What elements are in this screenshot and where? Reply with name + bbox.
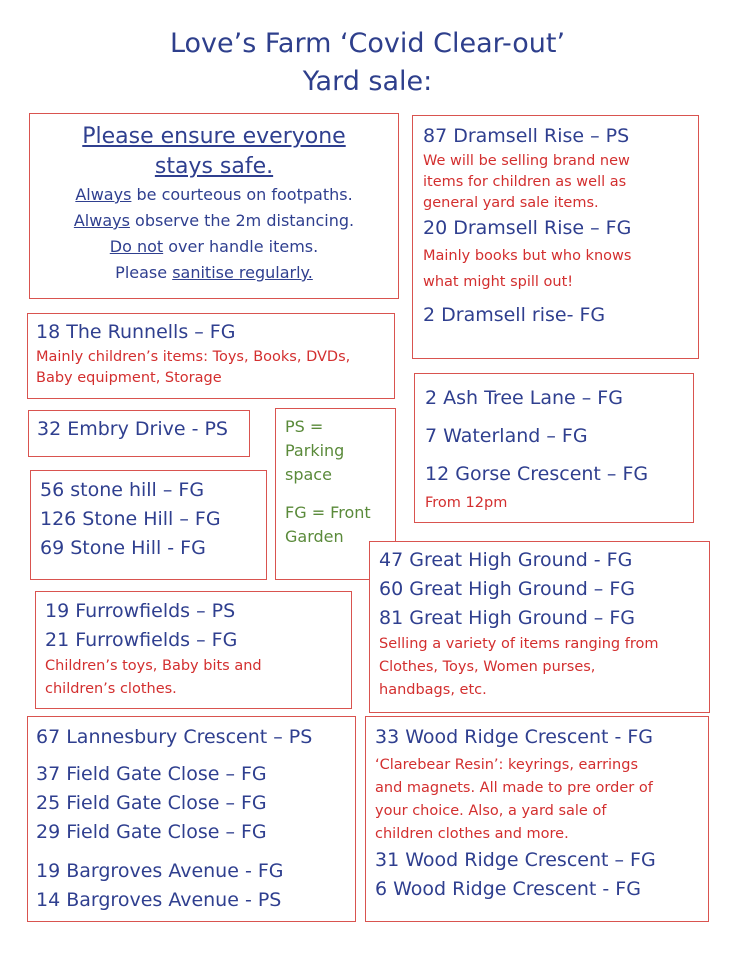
note-12-gorse: From 12pm (425, 495, 508, 511)
address-60-great-high-ground: 60 Great High Ground – FG (379, 578, 635, 600)
address-126-stone-hill: 126 Stone Hill – FG (40, 508, 221, 530)
address-20-dramsell: 20 Dramsell Rise – FG (423, 217, 632, 239)
address-14-bargroves: 14 Bargroves Avenue - PS (36, 889, 282, 911)
address-19-furrowfields: 19 Furrowfields – PS (45, 600, 236, 622)
note-great-high-ground-3: handbags, etc. (379, 682, 487, 698)
address-25-field-gate: 25 Field Gate Close – FG (36, 792, 267, 814)
note-wood-ridge-3: your choice. Also, a yard sale of (375, 803, 607, 819)
address-18-runnells: 18 The Runnells – FG (36, 321, 236, 343)
lannesbury-box (27, 716, 356, 922)
safety-rule-4 (30, 260, 398, 286)
safety-box (29, 113, 399, 299)
note-87-dramsell-2: items for children as well as (423, 174, 627, 190)
safety-rule-3-text: over handle items. (163, 237, 319, 256)
address-29-field-gate: 29 Field Gate Close – FG (36, 821, 267, 843)
safety-rule-2-text: observe the 2m distancing. (129, 211, 355, 230)
address-47-great-high-ground: 47 Great High Ground - FG (379, 549, 633, 571)
legend-fg-2: Garden (285, 527, 344, 546)
note-87-dramsell-3: general yard sale items. (423, 195, 599, 211)
address-7-waterland: 7 Waterland – FG (425, 425, 588, 447)
safety-rule-2 (30, 208, 398, 234)
safety-rule-1-emph: Always (75, 185, 132, 204)
address-87-dramsell: 87 Dramsell Rise – PS (423, 125, 630, 147)
address-6-wood-ridge: 6 Wood Ridge Crescent - FG (375, 878, 641, 900)
note-20-dramsell-1: Mainly books but who knows (423, 248, 632, 264)
dramsell-box (412, 115, 699, 359)
poster-title-line2: Yard sale: (302, 66, 433, 97)
legend-ps-2: Parking (285, 441, 345, 460)
address-56-stone-hill: 56 stone hill – FG (40, 479, 205, 501)
address-21-furrowfields: 21 Furrowfields – FG (45, 629, 238, 651)
address-67-lannesbury: 67 Lannesbury Crescent – PS (36, 726, 313, 748)
note-wood-ridge-1: ‘Clarebear Resin’: keyrings, earrings (375, 757, 639, 773)
safety-rule-1 (30, 182, 398, 208)
furrowfields-box (35, 591, 352, 709)
note-furrowfields-2: children’s clothes. (45, 681, 177, 697)
note-20-dramsell-2: what might spill out! (423, 274, 574, 290)
poster-title-line1: Love’s Farm ‘Covid Clear-out’ (169, 28, 566, 59)
note-wood-ridge-4: children clothes and more. (375, 826, 569, 842)
note-great-high-ground-2: Clothes, Toys, Women purses, (379, 659, 596, 675)
safety-rule-4-text: Please (115, 263, 173, 282)
safety-rule-4-emph: sanitise regularly. (172, 263, 313, 282)
ash-tree-box (414, 373, 694, 523)
great-high-ground-box (369, 541, 710, 713)
address-19-bargroves: 19 Bargroves Avenue - FG (36, 860, 284, 882)
safety-heading-2: stays safe. (154, 154, 274, 179)
note-furrowfields-1: Children’s toys, Baby bits and (45, 658, 262, 674)
address-33-wood-ridge: 33 Wood Ridge Crescent - FG (375, 726, 654, 748)
stone-hill-box (30, 470, 267, 580)
address-37-field-gate: 37 Field Gate Close – FG (36, 763, 267, 785)
address-12-gorse: 12 Gorse Crescent – FG (425, 463, 649, 485)
address-2-dramsell: 2 Dramsell rise- FG (423, 304, 606, 326)
note-18-runnells-2: Baby equipment, Storage (36, 370, 222, 386)
legend-ps-1: PS = (285, 417, 324, 436)
address-31-wood-ridge: 31 Wood Ridge Crescent – FG (375, 849, 656, 871)
safety-rule-2-emph: Always (73, 211, 130, 230)
embry-box (28, 410, 250, 457)
safety-rule-1-text: be courteous on footpaths. (131, 185, 353, 204)
legend-ps-3: space (285, 465, 332, 484)
runnells-box (27, 313, 395, 399)
wood-ridge-box (365, 716, 709, 922)
safety-rule-3 (30, 234, 398, 260)
note-87-dramsell-1: We will be selling brand new (423, 153, 630, 169)
address-69-stone-hill: 69 Stone Hill - FG (40, 537, 206, 559)
address-81-great-high-ground: 81 Great High Ground – FG (379, 607, 635, 629)
note-18-runnells-1: Mainly children’s items: Toys, Books, DVDs, (36, 349, 351, 365)
safety-rule-3-emph: Do not (109, 237, 164, 256)
note-great-high-ground-1: Selling a variety of items ranging from (379, 636, 659, 652)
address-2-ash-tree: 2 Ash Tree Lane – FG (425, 387, 623, 409)
note-wood-ridge-2: and magnets. All made to pre order of (375, 780, 653, 796)
address-32-embry: 32 Embry Drive - PS (37, 418, 228, 440)
safety-heading-1: Please ensure everyone (82, 124, 346, 149)
legend-fg-1: FG = Front (285, 503, 371, 522)
